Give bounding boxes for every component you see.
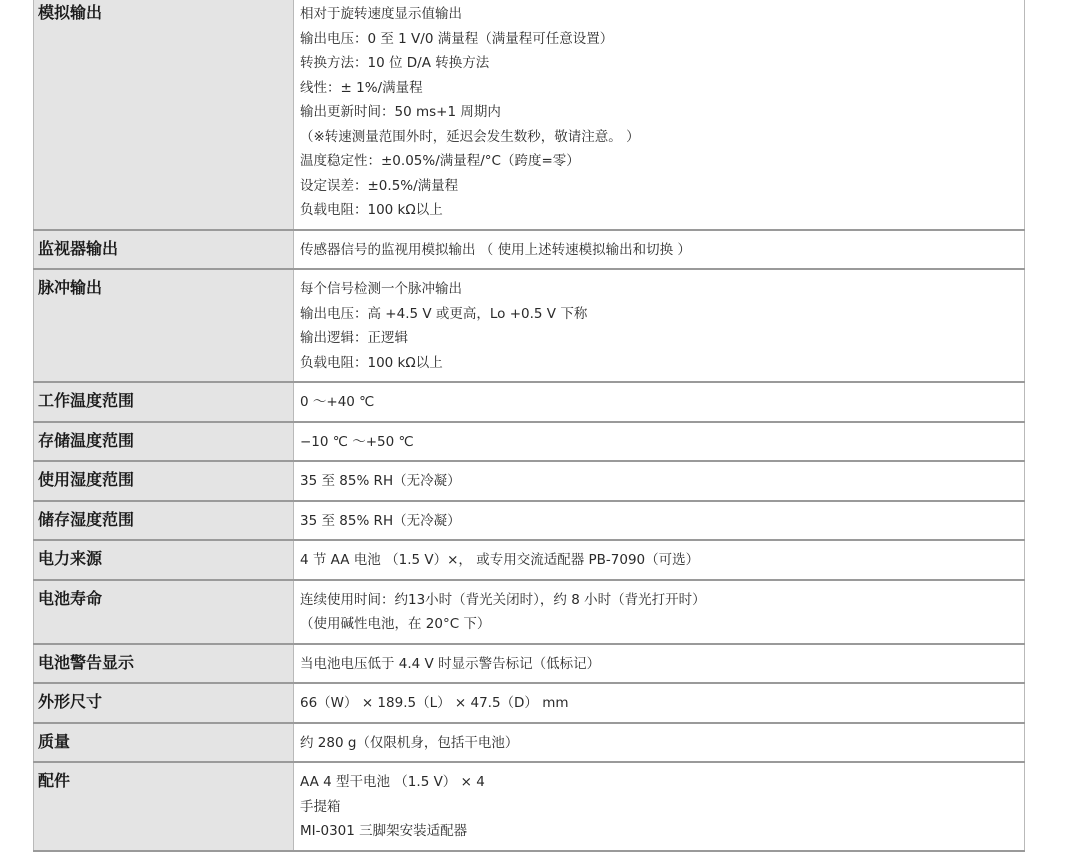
spec-label: 电池警告显示: [34, 644, 294, 684]
spec-value: [294, 382, 1025, 422]
spec-value: [294, 683, 1025, 723]
spec-value-line: 负载电阻：100 kΩ以上: [300, 354, 443, 371]
spec-value-line: 每个信号检测一个脉冲输出: [300, 281, 462, 297]
spec-label: 外形尺寸: [34, 683, 294, 723]
spec-value-line: （使用碱性电池，在 20°C 下）: [300, 616, 491, 632]
spec-value-line: 线性：± 1%/满量程: [300, 79, 423, 96]
spec-value: [294, 723, 1025, 763]
spec-label: 模拟输出: [34, 0, 294, 230]
spec-label: 配件: [34, 762, 294, 851]
spec-value-line: 66（W） × 189.5（L） × 47.5（D） mm: [300, 695, 569, 711]
spec-label: 质量: [34, 723, 294, 763]
spec-label: 使用湿度范围: [34, 461, 294, 501]
spec-value-line: −10 ℃ ～+50 ℃: [300, 433, 414, 450]
spec-row: [34, 0, 1025, 230]
spec-value-line: 0 ～+40 ℃: [300, 394, 375, 410]
spec-value-line: 4 节 AA 电池 （1.5 V）×， 或专用交流适配器 PB-7090（可选）: [300, 552, 700, 568]
spec-row: [34, 382, 1025, 422]
spec-label: 电力来源: [34, 540, 294, 580]
spec-label: 监视器输出: [34, 230, 294, 270]
spec-value: [294, 461, 1025, 501]
spec-value-line: MI-0301 三脚架安装适配器: [300, 823, 468, 839]
spec-value-line: 35 至 85% RH（无冷凝）: [300, 473, 461, 489]
spec-value-line: 当电池电压低于 4.4 V 时显示警告标记（低标记）: [300, 655, 601, 672]
spec-value-line: 连续使用时间：约13小时（背光关闭时），约 8 小时（背光打开时）: [300, 591, 706, 608]
spec-value: [294, 422, 1025, 462]
spec-value-line: 相对于旋转速度显示值输出: [300, 6, 462, 22]
spec-value-line: 约 280 g（仅限机身，包括干电池）: [300, 734, 519, 751]
spec-label: 储存湿度范围: [34, 501, 294, 541]
spec-value-line: 传感器信号的监视用模拟输出 （ 使用上述转速模拟输出和切换 ）: [300, 241, 691, 258]
spec-label: 脉冲输出: [34, 269, 294, 382]
spec-value-line: 输出电压：0 至 1 V/0 满量程（满量程可任意设置）: [300, 30, 614, 47]
spec-row: [34, 501, 1025, 541]
spec-row: [34, 269, 1025, 382]
spec-row: [34, 230, 1025, 270]
spec-value-line: AA 4 型干电池 （1.5 V） × 4: [300, 774, 485, 790]
spec-label: 存储温度范围: [34, 422, 294, 462]
spec-value: [294, 501, 1025, 541]
spec-row: [34, 762, 1025, 851]
spec-table: [33, 0, 1025, 852]
spec-value: [294, 762, 1025, 851]
spec-value-line: 负载电阻：100 kΩ以上: [300, 202, 443, 218]
spec-value: [294, 644, 1025, 684]
spec-value-line: 手提箱: [300, 798, 341, 815]
spec-value-line: 温度稳定性：±0.05%/满量程/°C（跨度=零）: [300, 153, 580, 169]
spec-value-line: 输出电压：高 +4.5 V 或更高，Lo +0.5 V 下称: [300, 305, 588, 322]
spec-value-line: （※转速测量范围外时，延迟会发生数秒，敬请注意。 ）: [300, 128, 640, 145]
spec-row: [34, 580, 1025, 644]
spec-value-line: 输出逻辑：正逻辑: [300, 330, 408, 346]
spec-label: 工作温度范围: [34, 382, 294, 422]
spec-value-line: 设定误差：±0.5%/满量程: [300, 177, 459, 194]
spec-value: [294, 0, 1025, 230]
spec-label: 电池寿命: [34, 580, 294, 644]
spec-row: [34, 540, 1025, 580]
spec-value: [294, 540, 1025, 580]
spec-value: [294, 230, 1025, 270]
spec-value-line: 转换方法：10 位 D/A 转换方法: [300, 55, 490, 71]
spec-value-line: 35 至 85% RH（无冷凝）: [300, 512, 461, 529]
spec-row: [34, 461, 1025, 501]
spec-row: [34, 683, 1025, 723]
spec-value-line: 输出更新时间：50 ms+1 周期内: [300, 104, 501, 120]
spec-row: [34, 644, 1025, 684]
spec-value: [294, 269, 1025, 382]
spec-row: [34, 422, 1025, 462]
spec-value: [294, 580, 1025, 644]
spec-table-body: [34, 0, 1025, 851]
spec-row: [34, 723, 1025, 763]
